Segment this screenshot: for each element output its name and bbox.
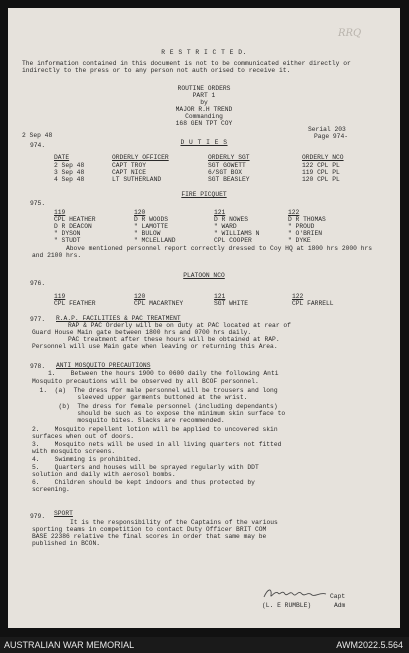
- picquet-member: " MCLELLAND: [134, 237, 176, 244]
- section-number-976: 976.: [30, 280, 46, 287]
- duty-nco: 119 CPL PL: [302, 169, 340, 176]
- document-page: [8, 8, 400, 628]
- duty-date: 3 Sep 48: [54, 169, 85, 176]
- rap-text-line: PAC treatment after these hours will be obtained at RAP.: [68, 336, 280, 343]
- duties-header-nco: ORDERLY NCO: [302, 154, 344, 161]
- orders-part: PART 1: [192, 92, 216, 99]
- picquet-member: " WILLIAMS N: [214, 230, 260, 237]
- mosquito-line: (b) The dress for female personnel (including dependants): [32, 403, 278, 410]
- section-number-978: 978.: [30, 363, 46, 370]
- duty-nco: 120 CPL PL: [302, 176, 340, 183]
- nco-name: CPL MACARTNEY: [134, 300, 184, 307]
- nco-name: CPL FEATHER: [54, 300, 96, 307]
- picquet-platoon-number: 122: [288, 209, 300, 216]
- mosquito-line: surfaces when out of doors.: [32, 433, 135, 440]
- mosquito-line: 5. Quarters and houses will be sprayed regularly with DDT: [32, 464, 259, 471]
- orders-by: by: [200, 99, 208, 106]
- picquet-platoon-number: 121: [214, 209, 226, 216]
- mosquito-line: screening.: [32, 486, 70, 493]
- mosquito-line: 4. Swimming is prohibited.: [32, 456, 142, 463]
- orders-title: ROUTINE ORDERS: [177, 85, 231, 92]
- unit-name: 168 GEN TPT COY: [175, 120, 233, 127]
- security-notice: The information contained in this document is not to be communicated either directly or indirectly to the press or to any person not auth orised to receive it.: [22, 60, 351, 75]
- mosquito-line: 1. (a) The dress for male personnel will be trousers and long: [32, 387, 278, 394]
- duty-sgt: SGT BEASLEY: [208, 176, 250, 183]
- accession-number: AWM2022.5.564: [336, 640, 403, 650]
- rap-text-line: Guard House Main gate between 1800 hrs and 0700 hrs daily.: [32, 329, 252, 336]
- picquet-note: Above mentioned personnel report correctly dressed to Coy HQ at 1800 hrs 2000 hrs and 2100 hrs.: [32, 245, 373, 260]
- signatory-name: (L. E RUMBLE): [262, 602, 312, 609]
- picquet-member: CPL COOPER: [214, 237, 252, 244]
- signatory-appointment: Adm: [334, 602, 346, 609]
- duties-header-officer: ORDERLY OFFICER: [112, 154, 169, 161]
- mosquito-line: solution and daily with aerosol bombs.: [32, 471, 176, 478]
- section-number-975: 975.: [30, 200, 46, 207]
- duties-title: D U T I E S: [180, 139, 228, 146]
- picquet-member: " STUDT: [54, 237, 81, 244]
- picquet-member: " O'BRIEN: [288, 230, 323, 237]
- duty-sgt: SGT GOWETT: [208, 162, 246, 169]
- nco-platoon-number: 121: [214, 293, 226, 300]
- picquet-platoon-number: 120: [134, 209, 146, 216]
- picquet-member: " PROUD: [288, 223, 315, 230]
- sport-title: SPORT: [54, 510, 73, 517]
- duty-officer: CAPT TROY: [112, 162, 147, 169]
- mosquito-line: sleeved upper garments buttoned at the wrist.: [32, 394, 248, 401]
- section-number-979: 979.: [30, 513, 46, 520]
- fire-picquet-title: FIRE PICQUET: [181, 191, 227, 198]
- duty-officer: CAPT NICE: [112, 169, 147, 176]
- section-number-977: 977.: [30, 316, 46, 323]
- section-number-974: 974.: [30, 142, 46, 149]
- signatory-rank: Capt: [330, 593, 346, 600]
- mosquito-line: 3. Mosquito nets will be used in all living quarters not fitted: [32, 441, 282, 448]
- picquet-platoon-number: 119: [54, 209, 66, 216]
- nco-platoon-number: 120: [134, 293, 146, 300]
- duty-sgt: 6/SGT BOX: [208, 169, 243, 176]
- picquet-member: " LAMOTTE: [134, 223, 169, 230]
- picquet-member: " WARD: [214, 223, 237, 230]
- duties-header-date: DATE: [54, 154, 70, 161]
- serial-number: Serial 203: [308, 126, 346, 133]
- nco-name: CPL FARRELL: [292, 300, 334, 307]
- sport-text-line: sporting teams in competition to contact Duty Officer BRIT COM: [32, 526, 267, 533]
- mosquito-line: should be such as to expose the minimum skin surface to: [32, 410, 286, 417]
- mosquito-line: 2. Mosquito repellent lotion will be applied to uncovered skin: [32, 426, 278, 433]
- mosquito-line: 6. Children should be kept indoors and thus protected by: [32, 479, 255, 486]
- pencil-annotation: RRQ: [338, 28, 362, 39]
- nco-platoon-number: 119: [54, 293, 66, 300]
- sport-text-line: published in BCON.: [32, 540, 101, 547]
- picquet-member: " DYSON: [54, 230, 81, 237]
- rap-text-line: Personnel will use Main gate when leaving or returning this Area.: [32, 343, 278, 350]
- order-date: 2 Sep 48: [22, 132, 53, 139]
- archive-footer: [0, 637, 409, 653]
- nco-platoon-number: 122: [292, 293, 304, 300]
- commander-name: MAJOR R.H TREND: [175, 106, 233, 113]
- duty-officer: LT SUTHERLAND: [112, 176, 162, 183]
- archive-name: AUSTRALIAN WAR MEMORIAL: [4, 640, 135, 650]
- commanding-label: Commanding: [185, 113, 223, 120]
- mosquito-title: ANTI MOSQUITO PRECAUTIONS: [56, 362, 151, 369]
- rap-text-line: RAP & PAC Orderly will be on duty at PAC located at rear of: [68, 322, 291, 329]
- nco-name: SGT WHITE: [214, 300, 249, 307]
- picquet-member: " DYKE: [288, 237, 311, 244]
- duty-nco: 122 CPL PL: [302, 162, 340, 169]
- sport-text-line: BASE 22386 relative the final scores in order that same may be: [32, 533, 267, 540]
- classification-heading: R E S T R I C T E D.: [161, 49, 247, 56]
- duty-date: 4 Sep 48: [54, 176, 85, 183]
- picquet-member: D R NOWES: [214, 216, 249, 223]
- duties-header-sgt: ORDERLY SGT: [208, 154, 250, 161]
- rap-title: R.A.P. FACILITIES & PAC TREATMENT: [56, 315, 181, 322]
- duty-date: 2 Sep 48: [54, 162, 85, 169]
- picquet-member: D R DEACON: [54, 223, 92, 230]
- mosquito-line: with mosquito screens.: [32, 448, 116, 455]
- sport-text-line: It is the responsibility of the Captains of the various: [70, 519, 278, 526]
- mosquito-line: Mosquito precautions will be observed by all BCOF personnel.: [32, 378, 259, 385]
- mosquito-line: 1. Between the hours 1900 to 0600 daily the following Anti: [48, 370, 279, 377]
- picquet-member: D R THOMAS: [288, 216, 326, 223]
- platoon-nco-title: PLATOON NCO: [183, 272, 225, 279]
- handwritten-signature: [262, 586, 330, 600]
- picquet-member: CPL HEATHER: [54, 216, 96, 223]
- picquet-member: " BULOW: [134, 230, 161, 237]
- picquet-member: D R WOODS: [134, 216, 169, 223]
- mosquito-line: mosquito bites. Slacks are recommended.: [32, 417, 225, 424]
- page-number: Page 974-: [314, 133, 349, 140]
